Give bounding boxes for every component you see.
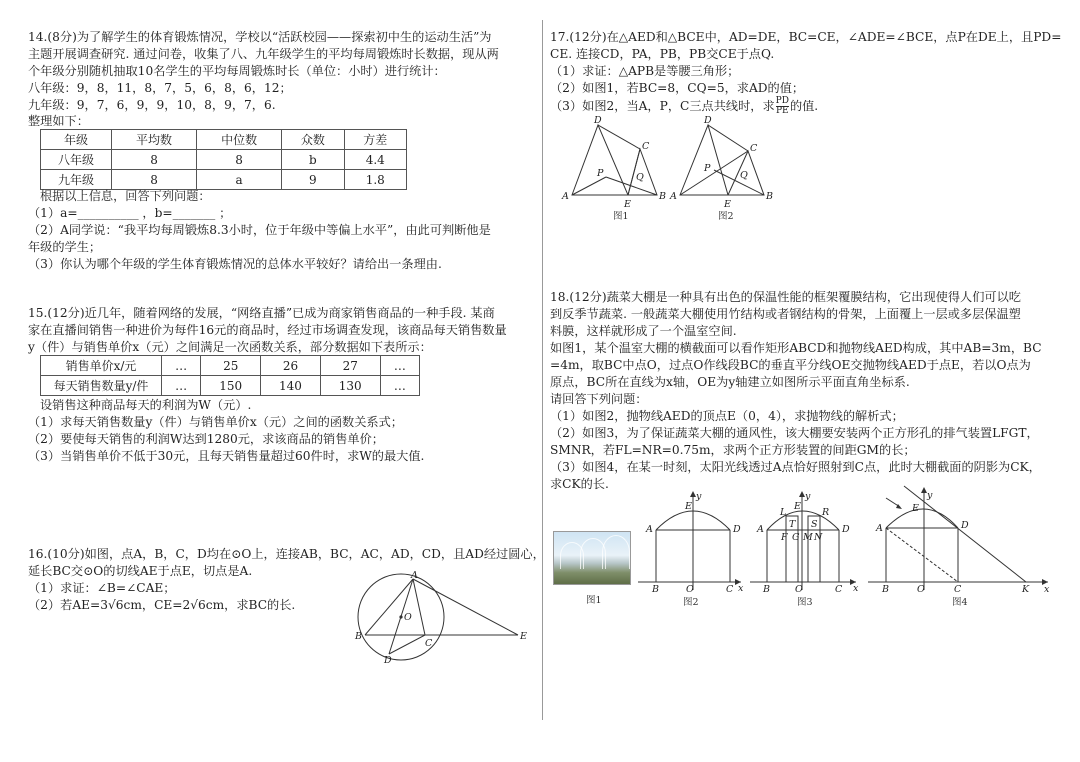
q18-figure-4 — [868, 482, 1053, 610]
q15-part2: （2）要使每天销售的利润W达到1280元，求该商品的销售单价； — [28, 432, 384, 446]
q18-part2-cont: SMNR，若FL=NR=0.75m，求两个正方形装置的间距GM的长； — [550, 443, 916, 457]
table-cell: 8 — [112, 170, 197, 190]
q16-part2: （2）若AE=3√6cm，CE=2√6cm，求BC的长. — [28, 598, 296, 612]
q18-line1: 18.(12分)蔬菜大棚是一种具有出色的保温性能的框架覆膜结构，它出现使得人们可以吃 — [550, 290, 1021, 304]
point-label-D: D — [733, 524, 741, 535]
point-label-O: O — [917, 584, 925, 595]
q18-line4: 如图1，某个温室大棚的横截面可以看作矩形ABCD和抛物线AED构成，其中AB=3m，BC — [550, 341, 1042, 355]
table-cell: b — [282, 150, 344, 170]
table-header-cell: 中位数 — [197, 130, 282, 150]
point-label-B: B — [355, 631, 362, 642]
table-cell: 4.4 — [344, 150, 406, 170]
point-label-P: P — [597, 168, 604, 179]
point-label-F: F — [781, 532, 788, 543]
table-header-cell: 年级 — [41, 130, 112, 150]
table-cell: 销售单价x/元 — [41, 356, 162, 376]
point-label-C: C — [750, 143, 758, 154]
point-label-E: E — [912, 503, 919, 514]
figure-caption: 图1 — [613, 211, 629, 222]
q14-grade8-data: 八年级：9，8，11，8，7，5，6，8，6，12； — [28, 81, 292, 95]
q17-part3-end: 的值. — [789, 99, 819, 113]
point-label-C: C — [726, 584, 734, 595]
greenhouse-arch — [602, 535, 630, 569]
table-cell: 26 — [261, 356, 321, 376]
q14-line1: 14.(8分)为了解学生的体育锻炼情况，学校以“活跃校园——探索初中生的运动生活”为 — [28, 30, 492, 44]
table-cell: 8 — [112, 150, 197, 170]
table-cell: 25 — [201, 356, 261, 376]
point-label-C: C — [835, 584, 843, 595]
table-cell: 140 — [261, 376, 321, 396]
q14-grade9-data: 九年级：9，7，6，9，9，10，8，9，7，6. — [28, 98, 276, 112]
point-label-A: A — [646, 524, 653, 535]
table-cell: … — [380, 356, 419, 376]
table-header-cell: 方差 — [344, 130, 406, 150]
q18-figure-2 — [638, 490, 748, 610]
point-label-L: L — [780, 507, 787, 518]
point-label-B: B — [652, 584, 659, 595]
q17-line1: 17.(12分)在△AED和△BCE中，AD=DE，BC=CE，∠ADE=∠BCE，点P在DE上，且PD= — [550, 30, 1062, 44]
point-label-A: A — [876, 523, 883, 534]
point-label-O: O — [686, 584, 694, 595]
q14-part3: （3）你认为哪个年级的学生体育锻炼情况的总体水平较好？请给出一条理由. — [28, 257, 442, 271]
q14-line3: 个年级分别随机抽取10名学生的平均每周锻炼时长（单位：小时）进行统计： — [28, 64, 446, 78]
axis-label-y: y — [696, 491, 702, 502]
point-label-S: S — [811, 519, 818, 530]
table-cell: 27 — [320, 356, 380, 376]
figure-caption: 图4 — [952, 597, 968, 608]
table-header-row — [41, 130, 407, 150]
point-label-B: B — [659, 191, 666, 202]
point-label-Q: Q — [636, 172, 644, 183]
q17-figure-1 — [562, 115, 672, 225]
table-cell: 九年级 — [41, 170, 112, 190]
table-cell: 8 — [197, 150, 282, 170]
figure-caption: 图3 — [797, 597, 813, 608]
q14-prompt: 根据以上信息，回答下列问题： — [40, 189, 211, 203]
q16-line2: 延长BC交⊙O的切线AE于点E，切点是A. — [28, 564, 253, 578]
fraction-numerator: PD — [775, 96, 789, 106]
q15-setup: 设销售这种商品每天的利润为W（元）. — [40, 398, 252, 412]
fraction-denominator: PE — [775, 106, 789, 116]
q18-line5: =4m，取BC中点O，过点O作线段BC的垂直平分线OE交抛物线AED于点E，若以O点为 — [550, 358, 1031, 372]
point-label-E: E — [624, 199, 631, 210]
axis-label-x: x — [1044, 584, 1050, 595]
point-label-D: D — [704, 115, 712, 126]
q14-part2-cont: 年级的学生； — [28, 240, 102, 254]
q14-stats-table — [40, 129, 407, 190]
point-label-D: D — [384, 655, 392, 666]
table-row — [41, 356, 420, 376]
q17-fraction — [776, 97, 789, 116]
point-label-O: O — [795, 584, 803, 595]
q15-line2: 家在直播间销售一种进价为每件16元的商品时，经过市场调查发现，该商品每天销售数量 — [28, 323, 507, 337]
point-label-A: A — [562, 191, 569, 202]
point-label-K: K — [1022, 584, 1030, 595]
table-cell: 1.8 — [344, 170, 406, 190]
axis-label-x: x — [853, 583, 859, 594]
point-label-M: M — [803, 532, 813, 543]
q18-part3-cont: 求CK的长. — [550, 477, 609, 491]
point-label-A: A — [757, 524, 764, 535]
q17-part1: （1）求证：△APB是等腰三角形； — [550, 64, 740, 78]
point-label-R: R — [822, 507, 830, 518]
point-label-B: B — [766, 191, 773, 202]
q16-part1: （1）求证：∠B=∠CAE； — [28, 581, 176, 595]
point-label-E: E — [520, 631, 527, 642]
q18-line2: 到反季节蔬菜. 一般蔬菜大棚使用竹结构或者钢结构的骨架，上面覆上一层或多层保温塑 — [550, 307, 1021, 321]
q17-part3 — [550, 97, 818, 116]
point-label-C: C — [425, 638, 433, 649]
table-cell: 150 — [201, 376, 261, 396]
q17-line2: CE. 连接CD，PA，PB，PB交CE于点Q. — [550, 47, 775, 61]
q14-part2: （2）A同学说：“我平均每周锻炼8.3小时，位于年级中等偏上水平”，由此可判断他是 — [28, 223, 491, 237]
q18-part3: （3）如图4，在某一时刻，太阳光线透过A点恰好照射到C点，此时大棚截面的阴影为CK， — [550, 460, 1041, 474]
figure-caption: 图1 — [586, 595, 602, 606]
q17-part3-text: （3）如图2，当A，P，C三点共线时，求 — [550, 99, 775, 113]
q14-part1: （1）a=__________ ，b=_______ ； — [28, 206, 232, 220]
table-header-cell: 平均数 — [112, 130, 197, 150]
table-row — [41, 376, 420, 396]
q15-line3: y（件）与销售单价x（元）之间满足一次函数关系，部分数据如下表所示： — [28, 340, 432, 354]
point-label-D: D — [594, 115, 602, 126]
q17-part2: （2）如图1，若BC=8，CQ=5，求AD的值； — [550, 81, 805, 95]
point-label-D: D — [842, 524, 850, 535]
q18-line6: 原点，BC所在直线为x轴，OE为y轴建立如图所示平面直角坐标系. — [550, 375, 910, 389]
table-cell: 每天销售数量y/件 — [41, 376, 162, 396]
point-label-P: P — [704, 163, 711, 174]
table-header-cell: 众数 — [282, 130, 344, 150]
q18-part1: （1）如图2，抛物线AED的顶点E（0，4），求抛物线的解析式； — [550, 409, 904, 423]
point-label-E: E — [685, 501, 692, 512]
table-row — [41, 170, 407, 190]
column-divider — [542, 20, 543, 720]
q14-line2: 主题开展调查研究. 通过问卷，收集了八、九年级学生的平均每周锻炼时长数据，现从两 — [28, 47, 499, 61]
table-cell: 9 — [282, 170, 344, 190]
table-row — [41, 150, 407, 170]
point-label-B: B — [763, 584, 770, 595]
q18-figure-3 — [750, 490, 865, 610]
q16-circle-figure — [353, 570, 533, 666]
point-label-D: D — [961, 520, 969, 531]
point-label-E: E — [724, 199, 731, 210]
table-cell: … — [162, 376, 201, 396]
point-label-A: A — [411, 570, 418, 581]
table-cell: a — [197, 170, 282, 190]
point-label-G: G — [792, 532, 800, 543]
point-label-A: A — [670, 191, 677, 202]
table-cell: … — [380, 376, 419, 396]
point-label-C: C — [642, 141, 650, 152]
q18-part2: （2）如图3，为了保证蔬菜大棚的通风性，该大棚要安装两个正方形孔的排气装置LFGT， — [550, 426, 1039, 440]
point-label-B: B — [882, 584, 889, 595]
point-label-Q: Q — [740, 170, 748, 181]
table-cell: 八年级 — [41, 150, 112, 170]
q15-part1: （1）求每天销售数量y（件）与销售单价x（元）之间的函数关系式； — [28, 415, 403, 429]
greenhouse-photo — [553, 531, 631, 585]
point-label-C: C — [954, 584, 962, 595]
point-label-E: E — [794, 501, 801, 512]
axis-label-x: x — [738, 583, 744, 594]
table-cell: … — [162, 356, 201, 376]
axis-label-y: y — [805, 491, 811, 502]
q15-sales-table — [40, 355, 420, 396]
fig1-caption-wrap — [586, 592, 606, 606]
point-label-T: T — [789, 519, 796, 530]
q14-sort-label: 整理如下： — [28, 114, 89, 128]
point-label-O: O — [404, 612, 412, 623]
q15-part3: （3）当销售单价不低于30元，且每天销售量超过60件时，求W的最大值. — [28, 449, 425, 463]
q17-figure-2 — [668, 115, 778, 225]
figure-caption: 图2 — [718, 211, 734, 222]
point-label-N: N — [814, 532, 823, 543]
q15-line1: 15.(12分)近几年，随着网络的发展，“网络直播”已成为商家销售商品的一种手段. 某商 — [28, 306, 495, 320]
q16-line1: 16.(10分)如图，点A，B，C，D均在⊙O上，连接AB，BC，AC，AD，CD，且AD经过圆心， — [28, 547, 545, 561]
q18-line7: 请回答下列问题： — [550, 392, 648, 406]
figure-caption: 图2 — [683, 597, 699, 608]
axis-label-y: y — [927, 490, 933, 501]
table-cell: 130 — [320, 376, 380, 396]
q18-line3: 料膜，这样就形成了一个温室空间. — [550, 324, 737, 338]
